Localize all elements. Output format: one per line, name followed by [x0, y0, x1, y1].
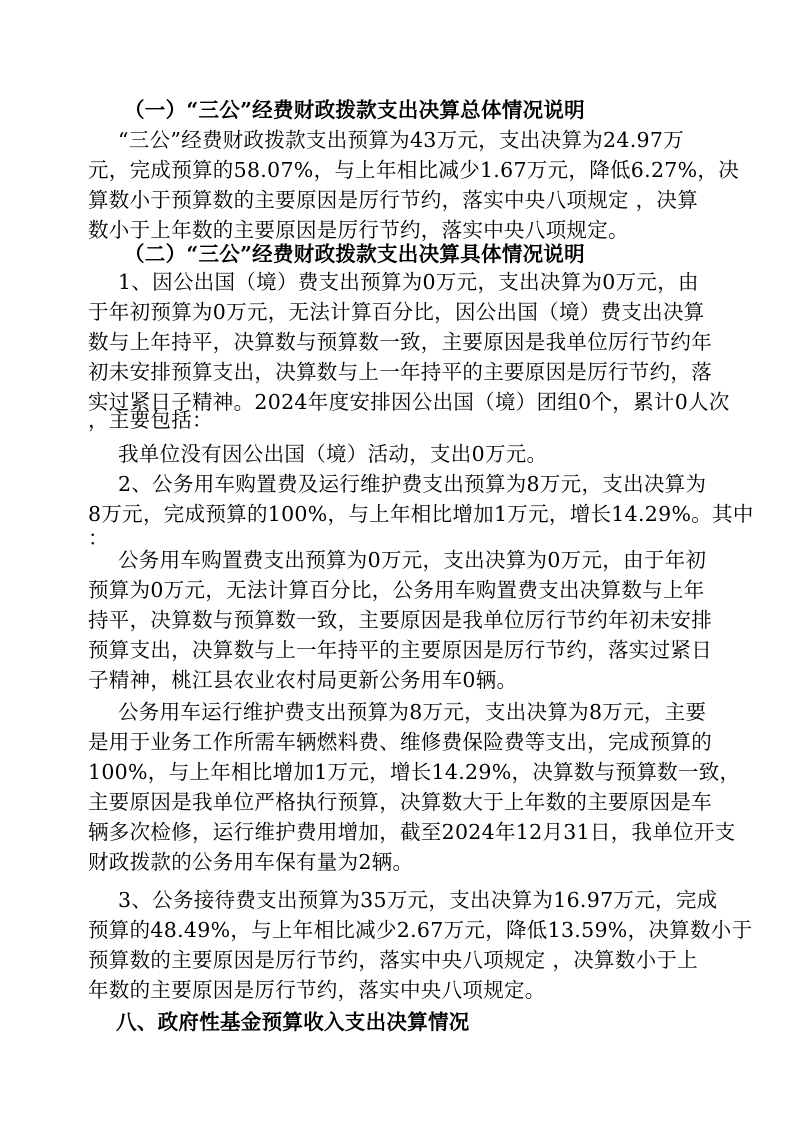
- paragraph-line: 我单位没有因公出国（境）活动，支出0万元。: [118, 442, 548, 466]
- paragraph-line: 算数小于预算数的主要原因是厉行节约，落实中央八项规定 ，决算: [88, 188, 699, 212]
- paragraph-line: 1、因公出国（境）费支出预算为0万元，支出决算为0万元，由: [118, 270, 699, 294]
- paragraph-line: 是用于业务工作所需车辆燃料费、维修费保险费等支出，完成预算的: [88, 730, 712, 754]
- paragraph-line: 预算的48.49%，与上年相比减少2.67万元，降低13.59%，决算数小于: [88, 918, 753, 942]
- paragraph-line: 子精神，桃江县农业农村局更新公务用车0辆。: [88, 668, 518, 692]
- paragraph-line: 辆多次检修，运行维护费用增加，截至2024年12月31日，我单位开支: [88, 820, 736, 844]
- section-heading-overall: （一）“三公”经费财政拨款支出决算总体情况说明: [124, 98, 585, 122]
- paragraph-line: 主要原因是我单位严格执行预算，决算数大于上年数的主要原因是车: [88, 790, 712, 814]
- paragraph-line: 公务用车运行维护费支出预算为8万元，支出决算为8万元，主要: [118, 700, 707, 724]
- paragraph-line: 实过紧日子精神。2024年度安排因公出国（境）团组0个，累计0人次: [88, 390, 730, 414]
- paragraph-line: ，主要包括：: [88, 408, 213, 432]
- paragraph-line: 持平，决算数与预算数一致，主要原因是我单位厉行节约年初未安排: [88, 608, 712, 632]
- paragraph-line: 财政拨款的公务用车保有量为2辆。: [88, 850, 414, 874]
- paragraph-line: 预算数的主要原因是厉行节约，落实中央八项规定 ，决算数小于上: [88, 948, 699, 972]
- paragraph-line: 于年初预算为0万元，无法计算百分比，因公出国（境）费支出决算: [88, 300, 705, 324]
- paragraph-line: 初未安排预算支出，决算数与上一年持平的主要原因是厉行节约，落: [88, 360, 712, 384]
- paragraph-line: 预算为0万元，无法计算百分比，公务用车购置费支出决算数与上年: [88, 578, 705, 602]
- paragraph-line: 年数的主要原因是厉行节约，落实中央八项规定。: [88, 978, 546, 1002]
- paragraph-line: 元，完成预算的58.07%，与上年相比减少1.67万元，降低6.27%，决: [88, 158, 740, 182]
- paragraph-line: 3、公务接待费支出预算为35万元，支出决算为16.97万元，完成: [118, 888, 718, 912]
- paragraph-line: “三公”经费财政拨款支出预算为43万元，支出决算为24.97万: [118, 128, 685, 152]
- section-heading-details: （二）“三公”经费财政拨款支出决算具体情况说明: [124, 242, 585, 266]
- paragraph-line: 公务用车购置费支出预算为0万元，支出决算为0万元，由于年初: [118, 548, 707, 572]
- paragraph-line: 8万元，完成预算的100%，与上年相比增加1万元，增长14.29%。其中: [88, 502, 754, 526]
- paragraph-line: 预算支出，决算数与上一年持平的主要原因是厉行节约，落实过紧日: [88, 638, 712, 662]
- paragraph-line: 数与上年持平，决算数与预算数一致，主要原因是我单位厉行节约年: [88, 330, 712, 354]
- section-heading-government-fund: 八、政府性基金预算收入支出决算情况: [116, 1010, 470, 1034]
- paragraph-line: 100%，与上年相比增加1万元，增长14.29%，决算数与预算数一致，: [88, 760, 741, 784]
- paragraph-line: 2、公务用车购置费及运行维护费支出预算为8万元，支出决算为: [118, 472, 707, 496]
- paragraph-line: 数小于上年数的主要原因是厉行节约，落实中央八项规定。: [88, 218, 629, 242]
- paragraph-line: ：: [88, 526, 109, 550]
